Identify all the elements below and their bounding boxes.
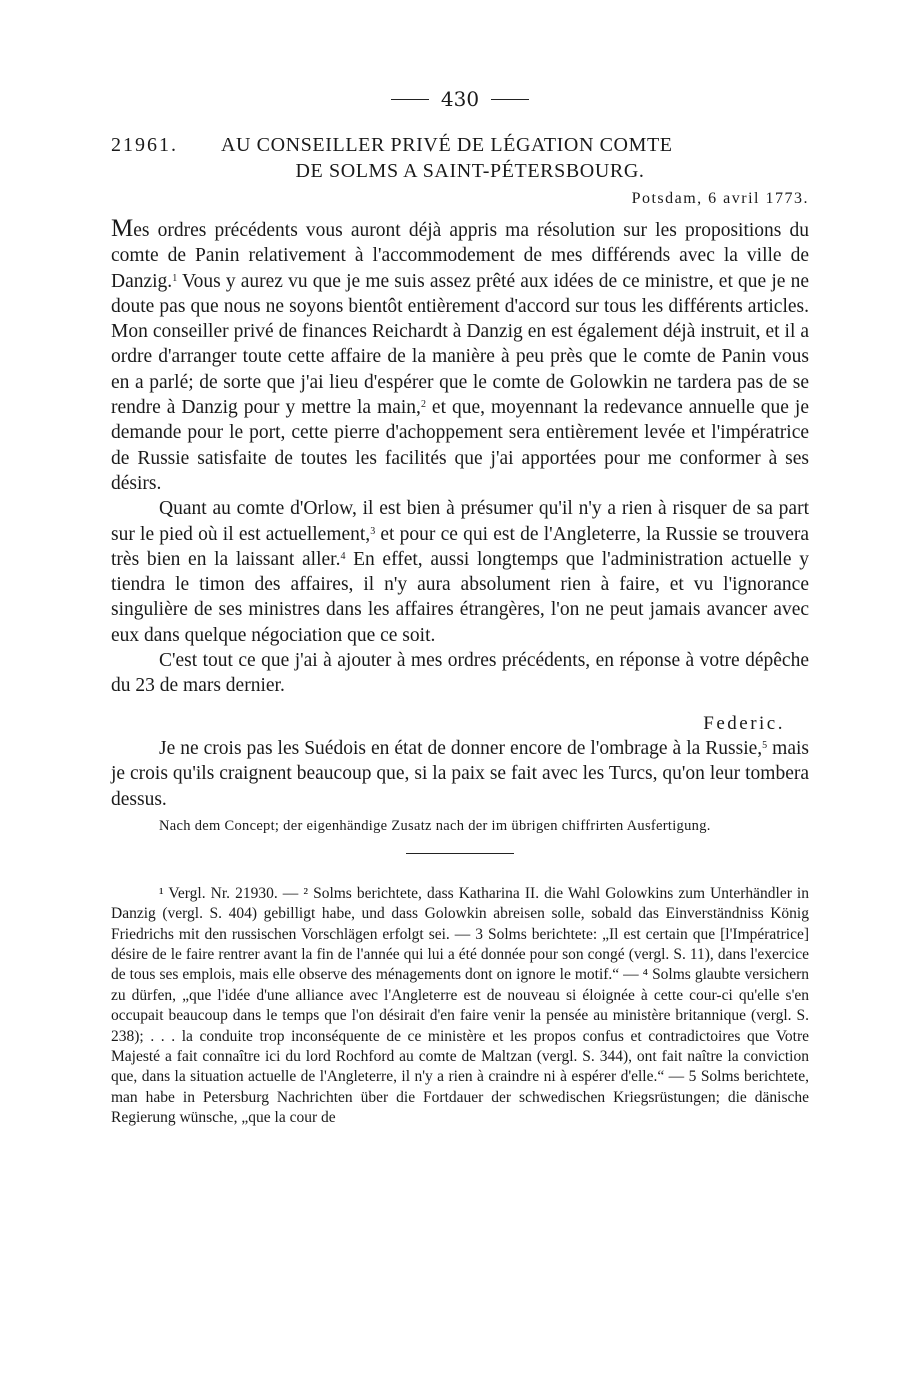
footnote-divider (406, 853, 514, 854)
signature-row (111, 699, 809, 736)
footnote-ref-5: 5 (762, 739, 768, 751)
paragraph-2 (111, 496, 809, 648)
postscript (111, 736, 809, 812)
page-header (111, 84, 809, 114)
footnote-ref-4: 4 (340, 550, 346, 562)
paragraph-1-text-c: et que, moyennant la redevance annuelle que je demande pour le port, cette pierre d'achoppement sera entièrement levée et l'impératrice de Russie satisfaite de toutes les facilités que j'ai apportées pour me conformer à ses désirs. (111, 397, 809, 494)
paragraph-2-text-b: et pour ce qui est de l'Angleterre, la Russie se trouvera très bien en la laissant aller. (111, 523, 809, 570)
footnote-ref-3: 3 (370, 525, 376, 537)
postscript-text-b: mais je crois qu'ils craignent beaucoup que, si la paix se fait avec les Turcs, qu'on leur tombera dessus. (111, 737, 809, 810)
footnote-ref-2: 2 (420, 399, 426, 411)
source-note: Nach dem Concept; der eigenhändige Zusatz nach der im übrigen chiffrirten Ausfertigung. (159, 817, 711, 834)
postscript-text-a: Je ne crois pas les Suédois en état de donner encore de l'ombrage à la Russie, (159, 737, 763, 759)
letter-body (111, 216, 809, 812)
paragraph-3: C'est tout ce que j'ai à ajouter à mes ordres précédents, en réponse à votre dépêche du 23 de mars dernier. (111, 650, 809, 697)
letter-number: 21961. (111, 134, 178, 156)
initial-letter: M (111, 215, 134, 242)
footnotes: ¹ Vergl. Nr. 21930. — ² Solms berichtete, dass Katharina II. die Wahl Golowkins zum Unterhändler in Danzig (vergl. S. 404) gebilligt habe, und dass Golowkin abreisen solle, sobald das Einverständniss König Friedrichs mit den russischen Vorschlägen erfolgt sei. — 3 Solms berichtete: „Il est certain que [l'Impératrice] désire de le faire rentrer avant la fin de l'année qui lui a été donnée pour son congé (vergl. S. 11), dans l'exercice de tous ses emplois, mais elle observe des ménagements dont on ignore le motif.“ — ⁴ Solms glaubte versichern zu dürfen, „que l'idée d'une alliance avec l'Angleterre est de nouveau si éloignée à cette cour-ci qu'elle s'en occupait beaucoup dans le temps que l'on désirait d'en faire venir la pensée au ministère britannique (vergl. S. 238); . . . la conduite trop inconséquente de ce ministère et les propos confus et contradictoires que Votre Majesté a fait connaître ici du lord Rochford au comte de Maltzan (vergl. S. 344), ont fait naître la conviction que, dans la situation actuelle de l'Angleterre, il n'y a rien à craindre ni à espérer d'elle.“ — 5 Solms berichtete, man habe in Petersburg Nachrichten über die Fortdauer der schwedischen Kriegsrüstungen; die dänische Regierung wünsche, „que la cour de (111, 884, 809, 1127)
paragraph-1-text-a: es ordres précédents vous auront déjà appris ma résolution sur les propositions du comte de Panin relativement à l'accommodement de mes différends avec la ville de Danzig. (111, 220, 809, 292)
letter-title-line1: AU CONSEILLER PRIVÉ DE LÉGATION COMTE (221, 134, 673, 156)
signature: Federic. (703, 712, 785, 734)
document-page (111, 84, 809, 1129)
letter-title-line2: DE SOLMS A SAINT-PÉTERSBOURG. (295, 160, 645, 182)
footnote-ref-1: 1 (172, 272, 178, 284)
paragraph-2-text-c: En effet, aussi longtemps que l'administration actuelle y tiendra le timon des affaires, il n'y aura absolument rien à faire, et vu l'ignorance singulière de ses ministres dans les affaires étrangères, l'on ne peut jamais avancer avec eux dans quelque négociation que ce soit. (111, 548, 809, 646)
dateline: Potsdam, 6 avril 1773. (631, 190, 809, 207)
letter-heading (111, 132, 809, 184)
page-number: 430 (440, 87, 480, 111)
header-rule-right (491, 99, 529, 100)
header-rule-left (391, 99, 429, 100)
paragraph-2-text-a: Quant au comte d'Orlow, il est bien à présumer qu'il n'y a rien à risquer de sa part sur le pied où il est actuellement, (111, 498, 809, 545)
paragraph-1-text-b: Vous y aurez vu que je me suis assez prêté aux idées de ce ministre, et que je ne doute pas que nous ne soyons bientôt entièrement d'accord sur tous les différents articles. Mon conseiller privé de finances Reichardt à Danzig en est également déjà instruit, et il a ordre d'arranger toute cette affaire de la manière à peu près que le comte de Panin vous en a parlé; de sorte que j'ai lieu d'espérer que le comte de Golowkin ne tardera pas de se rendre à Danzig pour y mettre la main, (111, 270, 809, 419)
paragraph-1 (111, 216, 809, 496)
